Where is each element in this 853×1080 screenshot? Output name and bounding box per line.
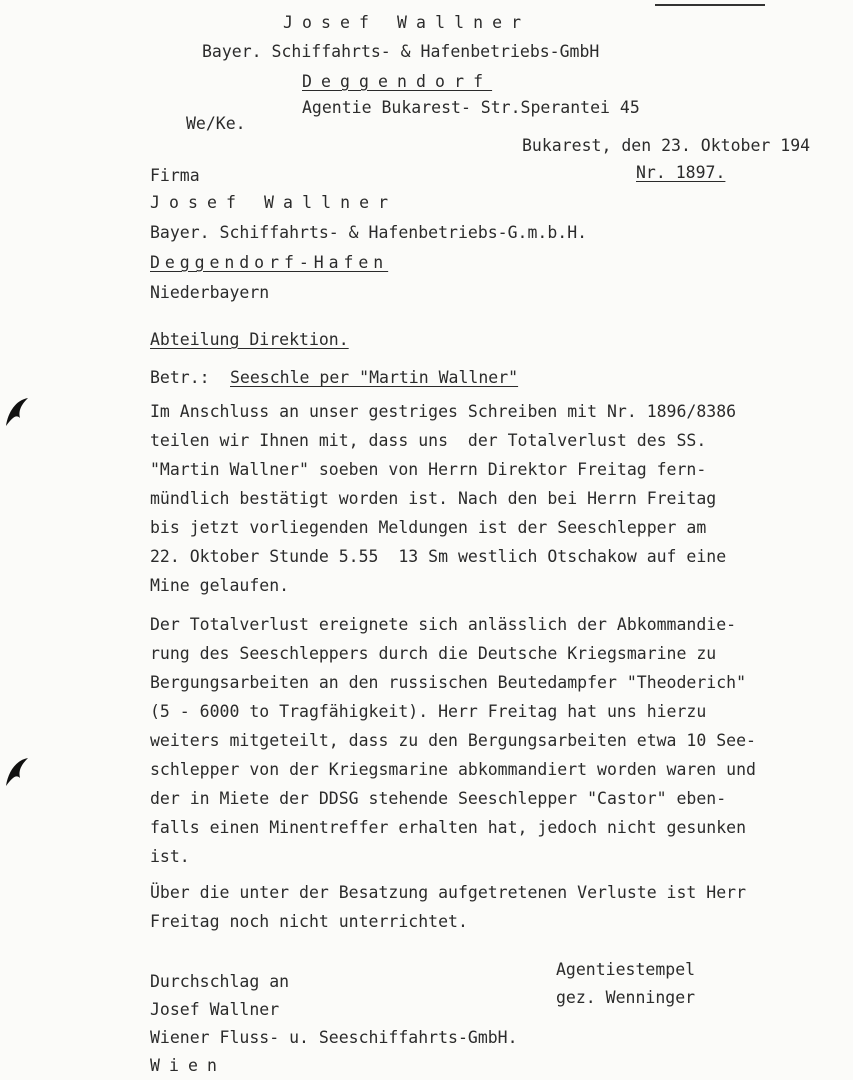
body-line: mündlich bestätigt worden ist. Nach den bei Herrn Freitag bbox=[150, 489, 717, 508]
body-line: Freitag noch nicht unterrichtet. bbox=[150, 912, 468, 931]
body-line: teilen wir Ihnen mit, dass uns der Totalverlust des SS. bbox=[150, 431, 707, 450]
letterhead-company: Bayer. Schiffahrts- & Hafenbetriebs-GmbH bbox=[202, 42, 600, 61]
body-line: Bergungsarbeiten an den russischen Beutedampfer "Theoderich" bbox=[150, 673, 747, 692]
punch-hole-mark bbox=[0, 752, 40, 792]
body-line: bis jetzt vorliegenden Meldungen ist der Seeschlepper am bbox=[150, 518, 707, 537]
body-line: (5 - 6000 to Tragfähigkeit). Herr Freitag hat uns hierzu bbox=[150, 702, 707, 721]
cc-label: Durchschlag an bbox=[150, 972, 290, 991]
body-line: Der Totalverlust ereignete sich anlässlich der Abkommandie- bbox=[150, 615, 737, 634]
cc-name: Josef Wallner bbox=[150, 1000, 280, 1019]
body-line: schlepper von der Kriegsmarine abkommandiert worden waren und bbox=[150, 760, 756, 779]
body-line: der in Miete der DDSG stehende Seeschlepper "Castor" eben- bbox=[150, 789, 727, 808]
letter-number: Nr. 1897. bbox=[636, 163, 726, 182]
letter-date: Bukarest, den 23. Oktober 194 bbox=[522, 136, 811, 155]
body-line: Im Anschluss an unser gestriges Schreiben mit Nr. 1896/8386 bbox=[150, 402, 737, 421]
body-line: "Martin Wallner" soeben von Herrn Direktor Freitag fern- bbox=[150, 460, 707, 479]
body-line: Mine gelaufen. bbox=[150, 576, 290, 595]
letterhead-agency: Agentie Bukarest- Str.Sperantei 45 bbox=[302, 98, 640, 117]
stamp-label: Agentiestempel bbox=[556, 960, 696, 979]
subject-label: Betr.: bbox=[150, 368, 210, 387]
body-line: ist. bbox=[150, 847, 190, 866]
punch-hole-mark bbox=[0, 392, 40, 432]
department-line: Abteilung Direktion. bbox=[150, 330, 349, 349]
recipient-name: Josef Wallner bbox=[150, 193, 398, 212]
recipient-firma: Firma bbox=[150, 166, 200, 185]
recipient-city: Deggendorf-Hafen bbox=[150, 253, 389, 272]
recipient-company: Bayer. Schiffahrts- & Hafenbetriebs-G.m.b.H. bbox=[150, 223, 588, 242]
cc-company: Wiener Fluss- u. Seeschiffahrts-GmbH. bbox=[150, 1028, 518, 1047]
subject-text: Seeschle per "Martin Wallner" bbox=[230, 368, 519, 387]
cc-city: Wien bbox=[150, 1056, 227, 1075]
reference-code: We/Ke. bbox=[186, 114, 246, 133]
signed-by: gez. Wenninger bbox=[556, 988, 696, 1007]
body-line: Über die unter der Besatzung aufgetretenen Verluste ist Herr bbox=[150, 883, 747, 902]
top-edge-mark bbox=[655, 4, 765, 6]
body-line: weiters mitgeteilt, dass zu den Bergungsarbeiten etwa 10 See- bbox=[150, 731, 756, 750]
letterhead-city: Deggendorf bbox=[302, 72, 493, 91]
body-line: rung des Seeschleppers durch die Deutsche Kriegsmarine zu bbox=[150, 644, 717, 663]
body-line: falls einen Minentreffer erhalten hat, jedoch nicht gesunken bbox=[150, 818, 747, 837]
body-line: 22. Oktober Stunde 5.55 13 Sm westlich Otschakow auf eine bbox=[150, 547, 727, 566]
letterhead-name: Josef Wallner bbox=[283, 13, 531, 32]
recipient-region: Niederbayern bbox=[150, 283, 270, 302]
